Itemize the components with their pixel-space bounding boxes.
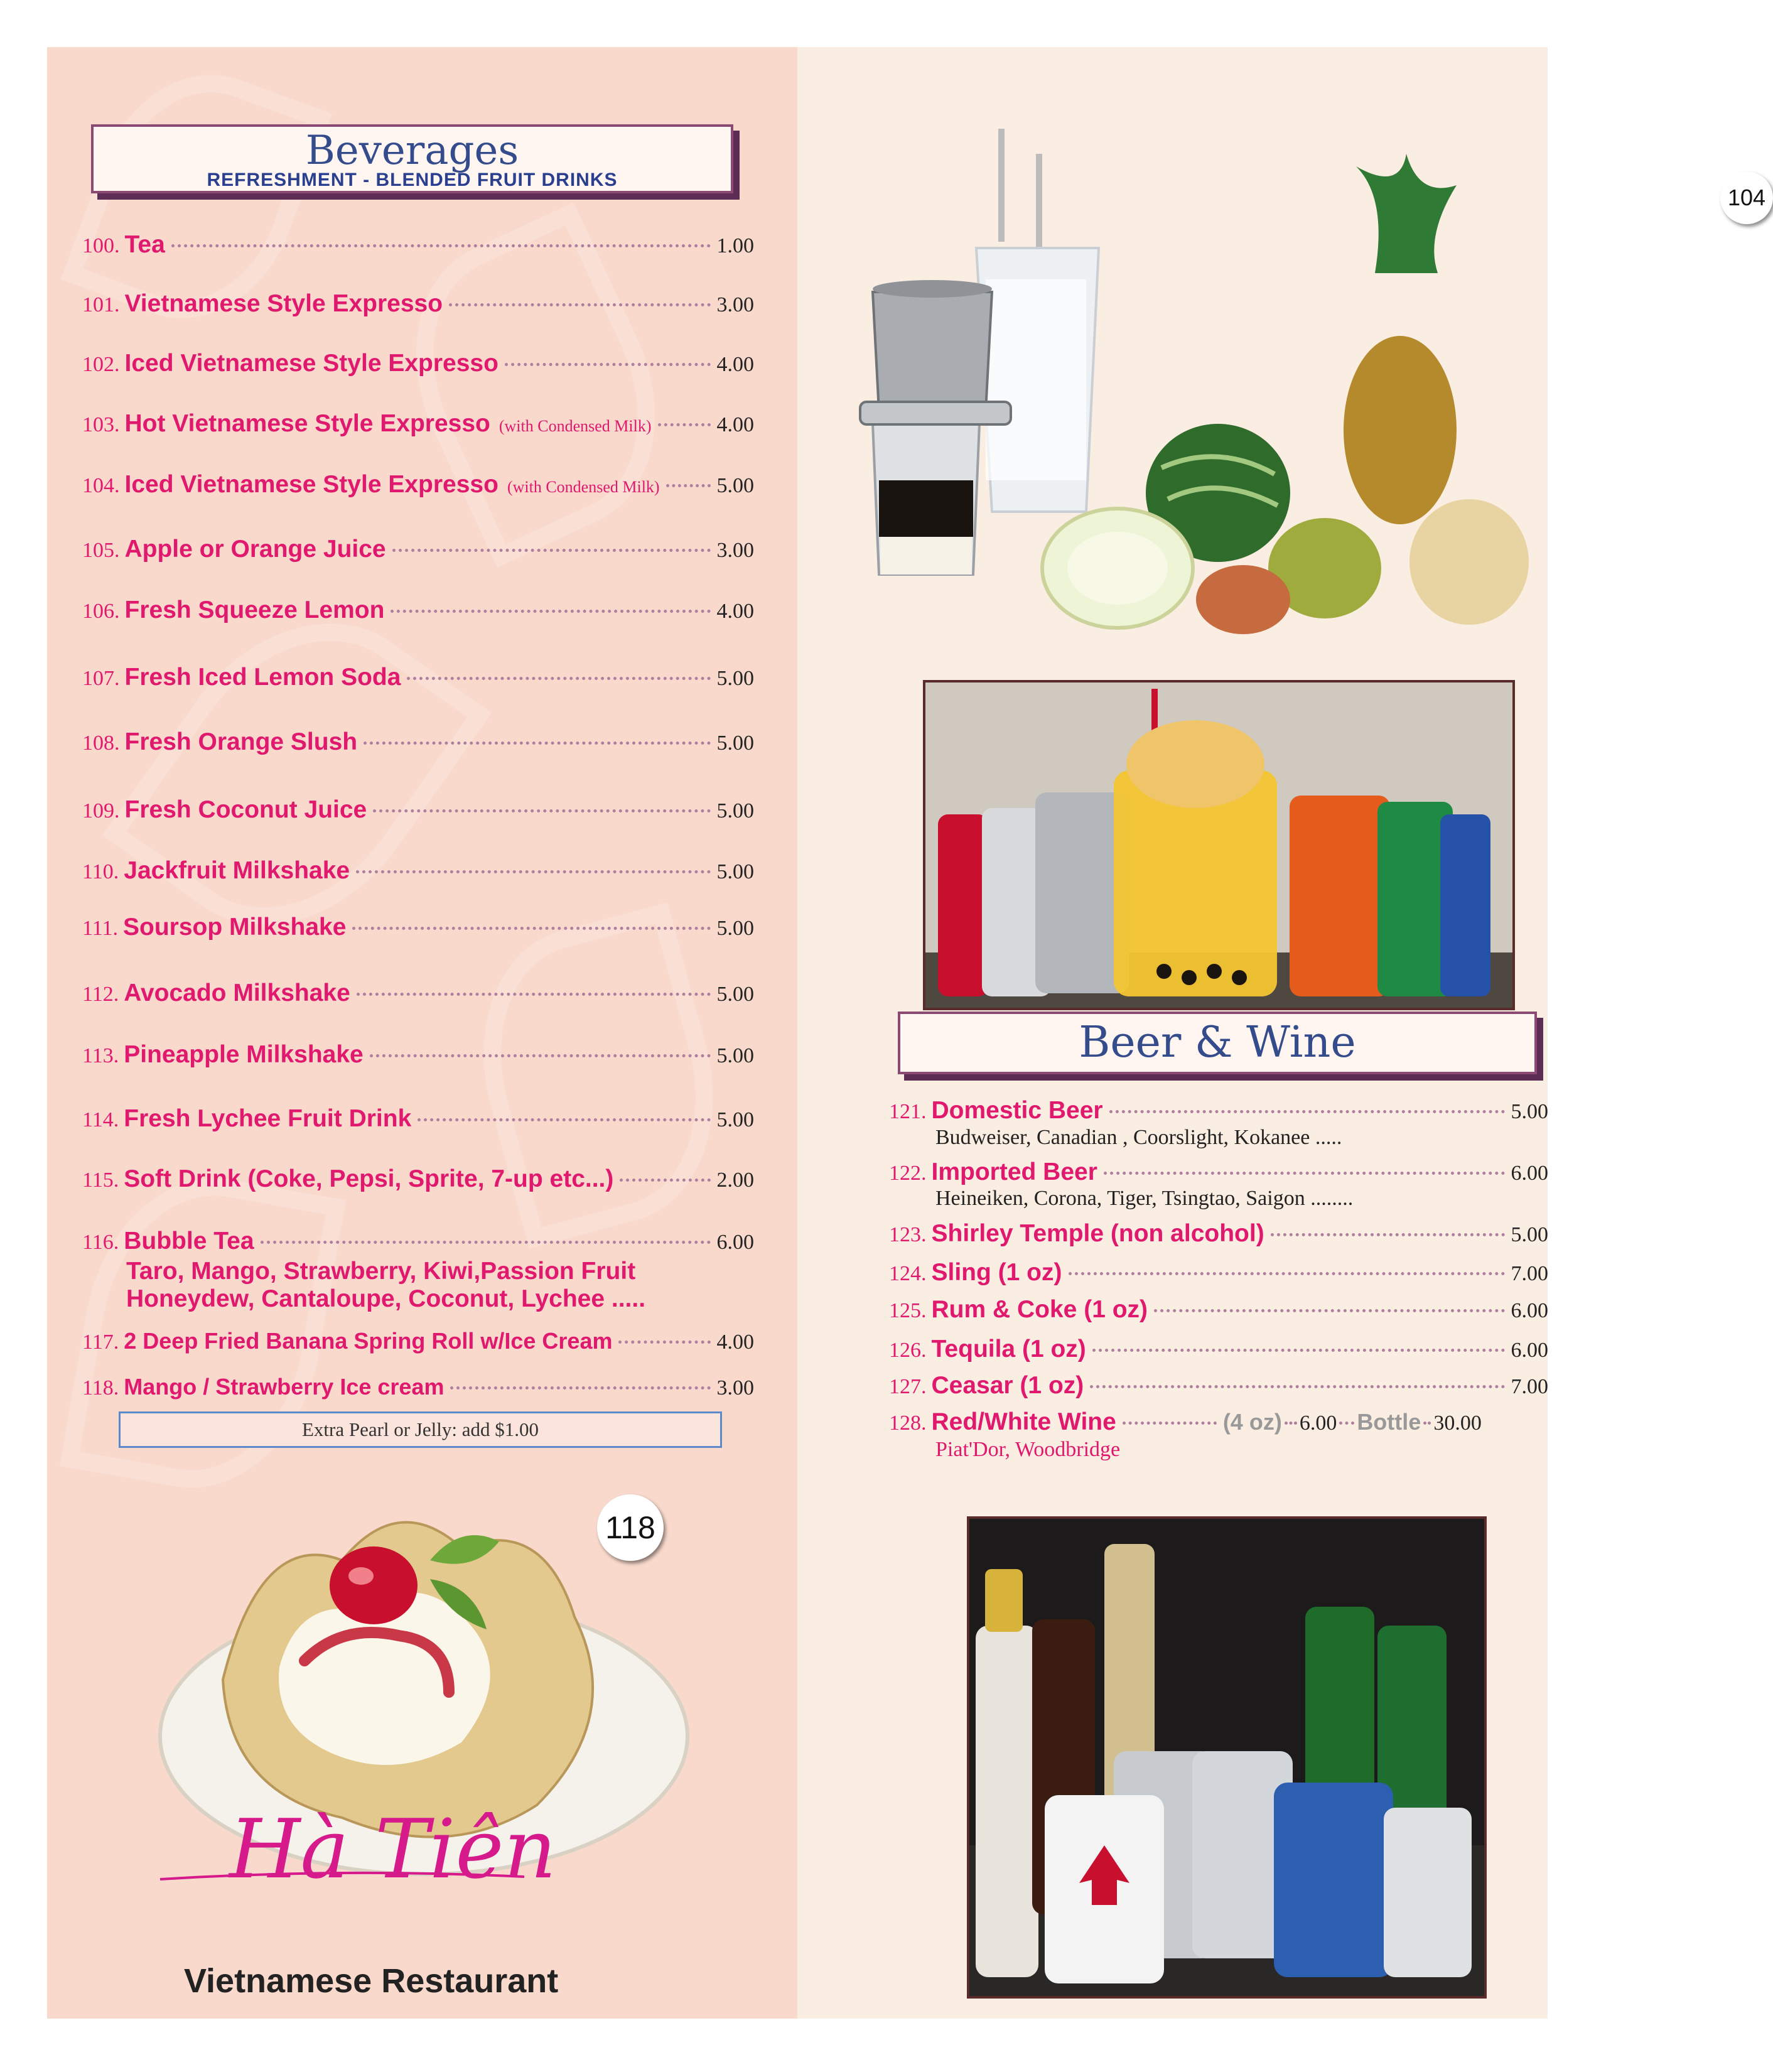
dot-leader	[1090, 1385, 1504, 1388]
item-price: 6.00	[1511, 1339, 1548, 1362]
item-number: 114.	[82, 1108, 119, 1131]
item-price: 4.00	[716, 600, 754, 623]
glass-size: (4 oz)	[1222, 1409, 1282, 1435]
item-name: Tequila (1 oz)	[931, 1335, 1086, 1362]
item-name: Mango / Strawberry Ice cream	[124, 1374, 445, 1400]
dot-leader	[620, 1179, 710, 1182]
bottle-label: Bottle	[1357, 1409, 1421, 1435]
item-number: 117.	[82, 1330, 119, 1354]
item-number: 124.	[889, 1262, 927, 1285]
item-name: Iced Vietnamese Style Expresso	[124, 350, 498, 377]
dot-leader	[364, 742, 710, 745]
item-name: Pineapple Milkshake	[124, 1041, 364, 1068]
menu-item[interactable]	[889, 1372, 1548, 1400]
dot-leader	[357, 993, 711, 996]
dot-leader	[450, 1386, 710, 1389]
item-name: Imported Beer	[931, 1158, 1097, 1185]
item-name: Fresh Coconut Juice	[124, 796, 367, 823]
brand-name: Hà Tiên	[229, 1801, 557, 1897]
menu-item[interactable]	[889, 1296, 1548, 1324]
wine-item[interactable]	[889, 1408, 1548, 1436]
menu-item[interactable]	[82, 410, 754, 438]
beer-photo	[967, 1516, 1487, 1999]
menu-item[interactable]	[82, 1328, 754, 1354]
right-panel	[797, 47, 1766, 2019]
dot-leader	[370, 1054, 711, 1057]
dot-leader	[1271, 1233, 1505, 1236]
beer-illustration	[969, 1519, 1484, 1996]
item-price: 5.00	[716, 860, 754, 883]
dot-leader	[1339, 1422, 1354, 1425]
item-number: 102.	[82, 353, 120, 376]
extra-pearl-note: Extra Pearl or Jelly: add $1.00	[119, 1411, 722, 1448]
item-name: Soft Drink (Coke, Pepsi, Sprite, 7-up etc...)	[124, 1165, 614, 1192]
item-price: 1.00	[716, 234, 754, 257]
background-leaf	[451, 902, 745, 1249]
dot-leader	[171, 244, 711, 247]
dot-leader	[1154, 1309, 1504, 1312]
item-price: 3.00	[716, 1376, 754, 1400]
brand-subtitle: Vietnamese Restaurant	[184, 1962, 559, 2000]
menu-item[interactable]	[82, 1165, 754, 1193]
bubble-tea-flavors: Taro, Mango, Strawberry, Kiwi,Passion Fruit	[126, 1258, 636, 1285]
item-price: 5.00	[716, 1044, 754, 1067]
dot-leader	[356, 870, 710, 873]
menu-item[interactable]	[82, 1374, 754, 1400]
item-price: 5.00	[716, 983, 754, 1006]
dot-leader	[505, 363, 711, 366]
menu-item[interactable]	[82, 857, 754, 885]
item-number: 113.	[82, 1044, 119, 1067]
menu-item[interactable]	[889, 1097, 1548, 1125]
dot-leader	[666, 484, 711, 487]
item-name: Soursop Milkshake	[122, 914, 347, 941]
item-name: Fresh Lychee Fruit Drink	[124, 1105, 412, 1132]
imported-brands: Heineiken, Corona, Tiger, Tsingtao, Saigon ........	[935, 1187, 1354, 1210]
item-price: 3.00	[716, 293, 754, 316]
item-name: Fresh Orange Slush	[124, 728, 358, 755]
item-price: 6.00	[1511, 1299, 1548, 1322]
item-number: 126.	[889, 1339, 927, 1362]
item-number: 110.	[82, 860, 119, 883]
item-name: Ceasar (1 oz)	[931, 1372, 1084, 1399]
dot-leader	[391, 610, 710, 613]
bottle-price: 30.00	[1433, 1411, 1482, 1435]
item-name: Hot Vietnamese Style Expresso	[124, 410, 490, 437]
item-number: 107.	[82, 667, 120, 690]
menu-item[interactable]	[82, 1041, 754, 1069]
item-price: 4.00	[716, 413, 754, 436]
item-price: 5.00	[1511, 1100, 1548, 1123]
item-number: 108.	[82, 731, 120, 755]
item-name: Fresh Iced Lemon Soda	[124, 664, 401, 691]
item-name: Domestic Beer	[931, 1097, 1103, 1124]
item-number: 106.	[82, 600, 120, 623]
dot-leader	[407, 677, 710, 680]
beverages-subtitle: REFRESHMENT - BLENDED FRUIT DRINKS	[207, 170, 618, 190]
item-note: (with Condensed Milk)	[507, 478, 660, 496]
item-number: 123.	[889, 1223, 927, 1246]
menu-item[interactable]	[82, 728, 754, 756]
item-price: 5.00	[716, 667, 754, 690]
soft-drinks-photo	[923, 680, 1515, 1010]
item-price: 4.00	[716, 353, 754, 376]
menu-item[interactable]	[889, 1220, 1548, 1248]
domestic-brands: Budweiser, Canadian , Coorslight, Kokanee .....	[935, 1126, 1342, 1149]
menu-item[interactable]	[82, 1105, 754, 1133]
dessert-badge: 118	[597, 1494, 664, 1561]
menu-item[interactable]	[82, 350, 754, 377]
beer-wine-title: Beer & Wine	[1079, 1018, 1356, 1067]
item-number: 101.	[82, 293, 120, 316]
item-price: 4.00	[716, 1330, 754, 1354]
dot-leader	[1123, 1422, 1217, 1425]
item-number: 100.	[82, 234, 120, 257]
item-price: 7.00	[1511, 1262, 1548, 1285]
item-number: 105.	[82, 539, 120, 562]
menu-item[interactable]	[82, 231, 754, 259]
dot-leader	[449, 303, 710, 306]
item-name: Bubble Tea	[124, 1228, 254, 1255]
menu-item[interactable]	[82, 796, 754, 824]
item-name: 2 Deep Fried Banana Spring Roll w/Ice Cream	[124, 1328, 613, 1354]
item-number: 103.	[82, 413, 120, 436]
item-price: 3.00	[716, 539, 754, 562]
dot-leader	[418, 1118, 710, 1121]
menu-item[interactable]	[82, 471, 754, 499]
dot-leader	[352, 927, 710, 930]
item-price: 5.00	[716, 1108, 754, 1131]
dot-leader	[261, 1241, 711, 1244]
menu-item[interactable]	[889, 1335, 1548, 1363]
item-number: 104.	[82, 474, 120, 497]
item-number: 122.	[889, 1162, 927, 1185]
beverages-title: Beverages	[305, 127, 519, 174]
item-price: 2.00	[716, 1168, 754, 1192]
item-number: 128.	[889, 1411, 927, 1435]
dot-leader	[373, 809, 710, 812]
item-name: Rum & Coke (1 oz)	[931, 1296, 1148, 1323]
coffee-badge: 104	[1720, 171, 1773, 224]
item-name: Avocado Milkshake	[124, 979, 350, 1006]
menu-item[interactable]	[889, 1259, 1548, 1287]
item-number: 115.	[82, 1168, 119, 1192]
item-price: 5.00	[1511, 1223, 1548, 1246]
item-name: Jackfruit Milkshake	[124, 857, 350, 884]
glass-price: 6.00	[1299, 1411, 1337, 1435]
beer-wine-header	[898, 1012, 1537, 1074]
dot-leader	[1069, 1272, 1505, 1275]
item-price: 5.00	[716, 799, 754, 823]
item-number: 111.	[82, 917, 118, 940]
dot-leader	[658, 423, 711, 426]
soft-drinks-illustration	[925, 683, 1512, 1008]
menu-page	[47, 47, 1766, 2019]
menu-item[interactable]	[82, 596, 754, 624]
menu-item[interactable]	[82, 979, 754, 1007]
item-note: (with Condensed Milk)	[498, 417, 652, 435]
item-name: Tea	[124, 231, 165, 258]
menu-item[interactable]	[82, 664, 754, 691]
beverages-header	[91, 124, 733, 193]
item-price: 6.00	[716, 1231, 754, 1254]
dot-leader	[1092, 1349, 1505, 1352]
item-number: 118.	[82, 1376, 119, 1400]
item-name: Vietnamese Style Expresso	[124, 290, 443, 317]
item-price: 5.00	[716, 474, 754, 497]
item-number: 121.	[889, 1100, 927, 1123]
item-number: 125.	[889, 1299, 927, 1322]
dot-leader	[1109, 1110, 1505, 1113]
wine-brands: Piat'Dor, Woodbridge	[935, 1438, 1121, 1461]
menu-item[interactable]	[82, 536, 754, 563]
item-price: 5.00	[716, 731, 754, 755]
item-number: 109.	[82, 799, 120, 823]
menu-item[interactable]	[82, 290, 754, 318]
item-name: Shirley Temple (non alcohol)	[931, 1220, 1264, 1247]
item-number: 127.	[889, 1375, 927, 1398]
item-name: Fresh Squeeze Lemon	[124, 596, 385, 623]
coffee-fruit-photo	[835, 116, 1532, 631]
item-price: 7.00	[1511, 1375, 1548, 1398]
dot-leader	[1104, 1172, 1505, 1175]
item-number: 112.	[82, 983, 119, 1006]
item-name: Apple or Orange Juice	[124, 536, 386, 563]
item-price: 5.00	[716, 917, 754, 940]
menu-item[interactable]	[82, 914, 754, 941]
dot-leader	[1423, 1422, 1431, 1425]
dot-leader	[618, 1341, 710, 1344]
item-number: 116.	[82, 1231, 119, 1254]
item-price: 6.00	[1511, 1162, 1548, 1185]
item-name: Iced Vietnamese Style Expresso	[124, 471, 498, 498]
dot-leader	[1285, 1422, 1297, 1425]
menu-item[interactable]	[889, 1158, 1548, 1186]
menu-item[interactable]	[82, 1228, 754, 1255]
beverages-panel	[47, 47, 797, 2019]
bubble-tea-flavors: Honeydew, Cantaloupe, Coconut, Lychee .....	[126, 1285, 646, 1312]
item-name: Sling (1 oz)	[931, 1259, 1062, 1286]
dot-leader	[392, 549, 711, 552]
item-name: Red/White Wine	[931, 1408, 1116, 1435]
